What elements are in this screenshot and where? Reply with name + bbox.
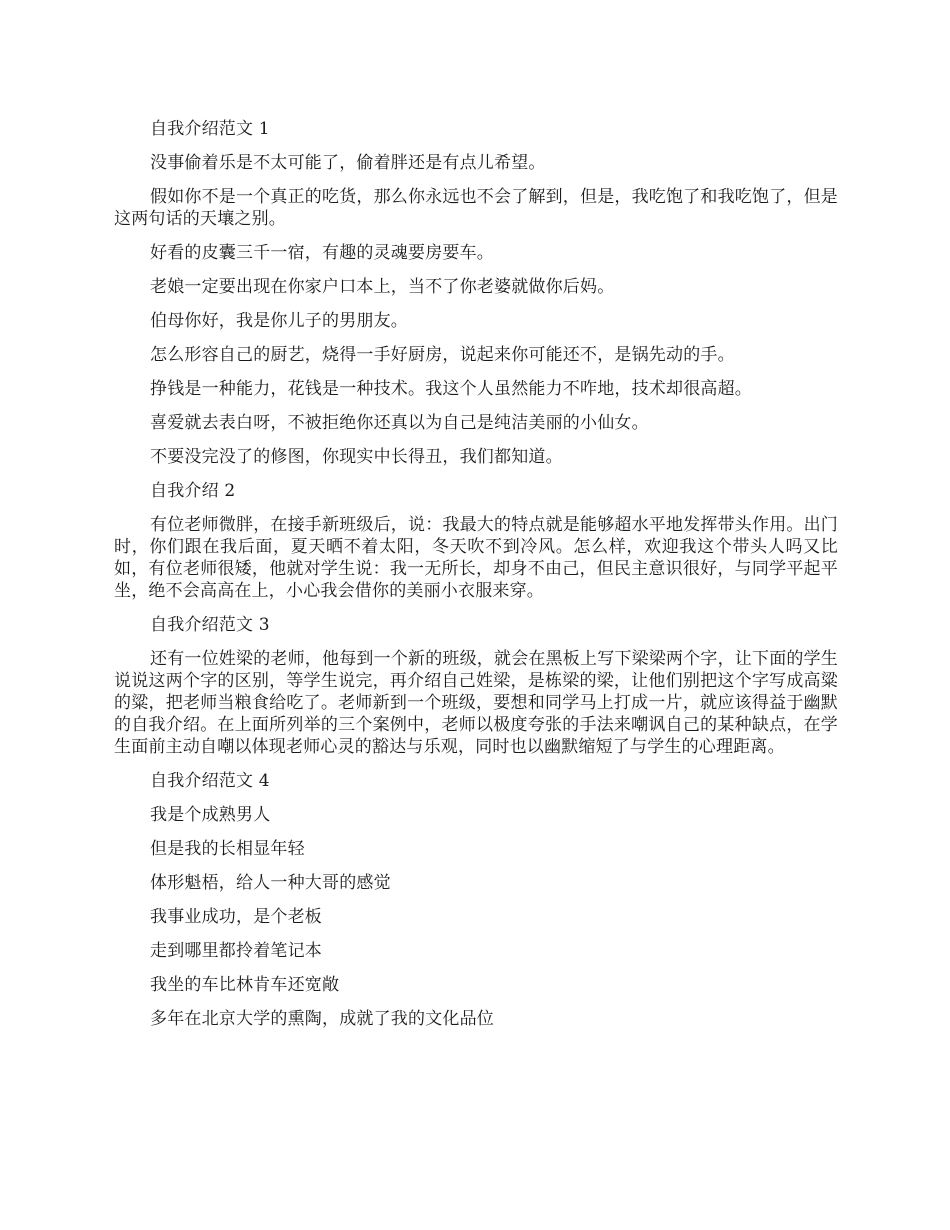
paragraph: 老娘一定要出现在你家户口本上，当不了你老婆就做你后妈。 <box>150 277 615 297</box>
paragraph: 我事业成功，是个老板 <box>150 907 322 927</box>
paragraph: 走到哪里都拎着笔记本 <box>150 941 322 961</box>
paragraph: 假如你不是一个真正的吃货，那么你永远也不会了解到，但是，我吃饱了和我吃饱了，但是这两句话的天壤之别。 <box>114 187 838 229</box>
paragraph: 喜爱就去表白呀，不被拒绝你还真以为自己是纯洁美丽的小仙女。 <box>150 413 649 433</box>
paragraph: 还有一位姓梁的老师，他每到一个新的班级，就会在黑板上写下梁梁两个字，让下面的学生说说这两个字的区别，等学生说完，再介绍自己姓梁，是栋梁的梁，让他们别把这个字写成高粱的粱，把老师当粮食给吃了。老师新到一个班级，要想和同学马上打成一片，就应该得益于幽默的自我介绍。在上面所列举的三个案例中，老师以极度夸张的手法来嘲讽自己的某种缺点，在学生面前主动自嘲以体现老师心灵的豁达与乐观，同时也以幽默缩短了与学生的心理距离。 <box>114 649 838 757</box>
section-heading-1: 自我介绍范文 1 <box>150 119 270 139</box>
paragraph: 多年在北京大学的熏陶，成就了我的文化品位 <box>150 1009 494 1029</box>
paragraph: 有位老师微胖，在接手新班级后，说：我最大的特点就是能够超水平地发挥带头作用。出门时，你们跟在我后面，夏天晒不着太阳，冬天吹不到冷风。怎么样，欢迎我这个带头人吗又比如，有位老师很矮，他就对学生说：我一无所长，却身不由己，但民主意识很好，与同学平起平坐，绝不会高高在上，小心我会借你的美丽小衣服来穿。 <box>114 515 838 601</box>
paragraph: 不要没完没了的修图，你现实中长得丑，我们都知道。 <box>150 447 563 467</box>
paragraph: 好看的皮囊三千一宿，有趣的灵魂要房要车。 <box>150 243 494 263</box>
document-page <box>114 118 838 1042</box>
paragraph: 体形魁梧，给人一种大哥的感觉 <box>150 873 391 893</box>
paragraph: 但是我的长相显年轻 <box>150 839 305 859</box>
section-heading-2: 自我介绍 2 <box>150 481 236 501</box>
section-heading-3: 自我介绍范文 3 <box>150 615 270 635</box>
paragraph: 怎么形容自己的厨艺，烧得一手好厨房，说起来你可能还不，是锅先动的手。 <box>150 345 735 365</box>
paragraph: 伯母你好，我是你儿子的男朋友。 <box>150 311 408 331</box>
paragraph: 我坐的车比林肯车还宽敞 <box>150 975 340 995</box>
paragraph: 没事偷着乐是不太可能了，偷着胖还是有点儿希望。 <box>150 153 546 173</box>
paragraph: 我是个成熟男人 <box>150 805 271 825</box>
section-heading-4: 自我介绍范文 4 <box>150 771 270 791</box>
paragraph: 挣钱是一种能力，花钱是一种技术。我这个人虽然能力不咋地，技术却很高超。 <box>150 379 752 399</box>
